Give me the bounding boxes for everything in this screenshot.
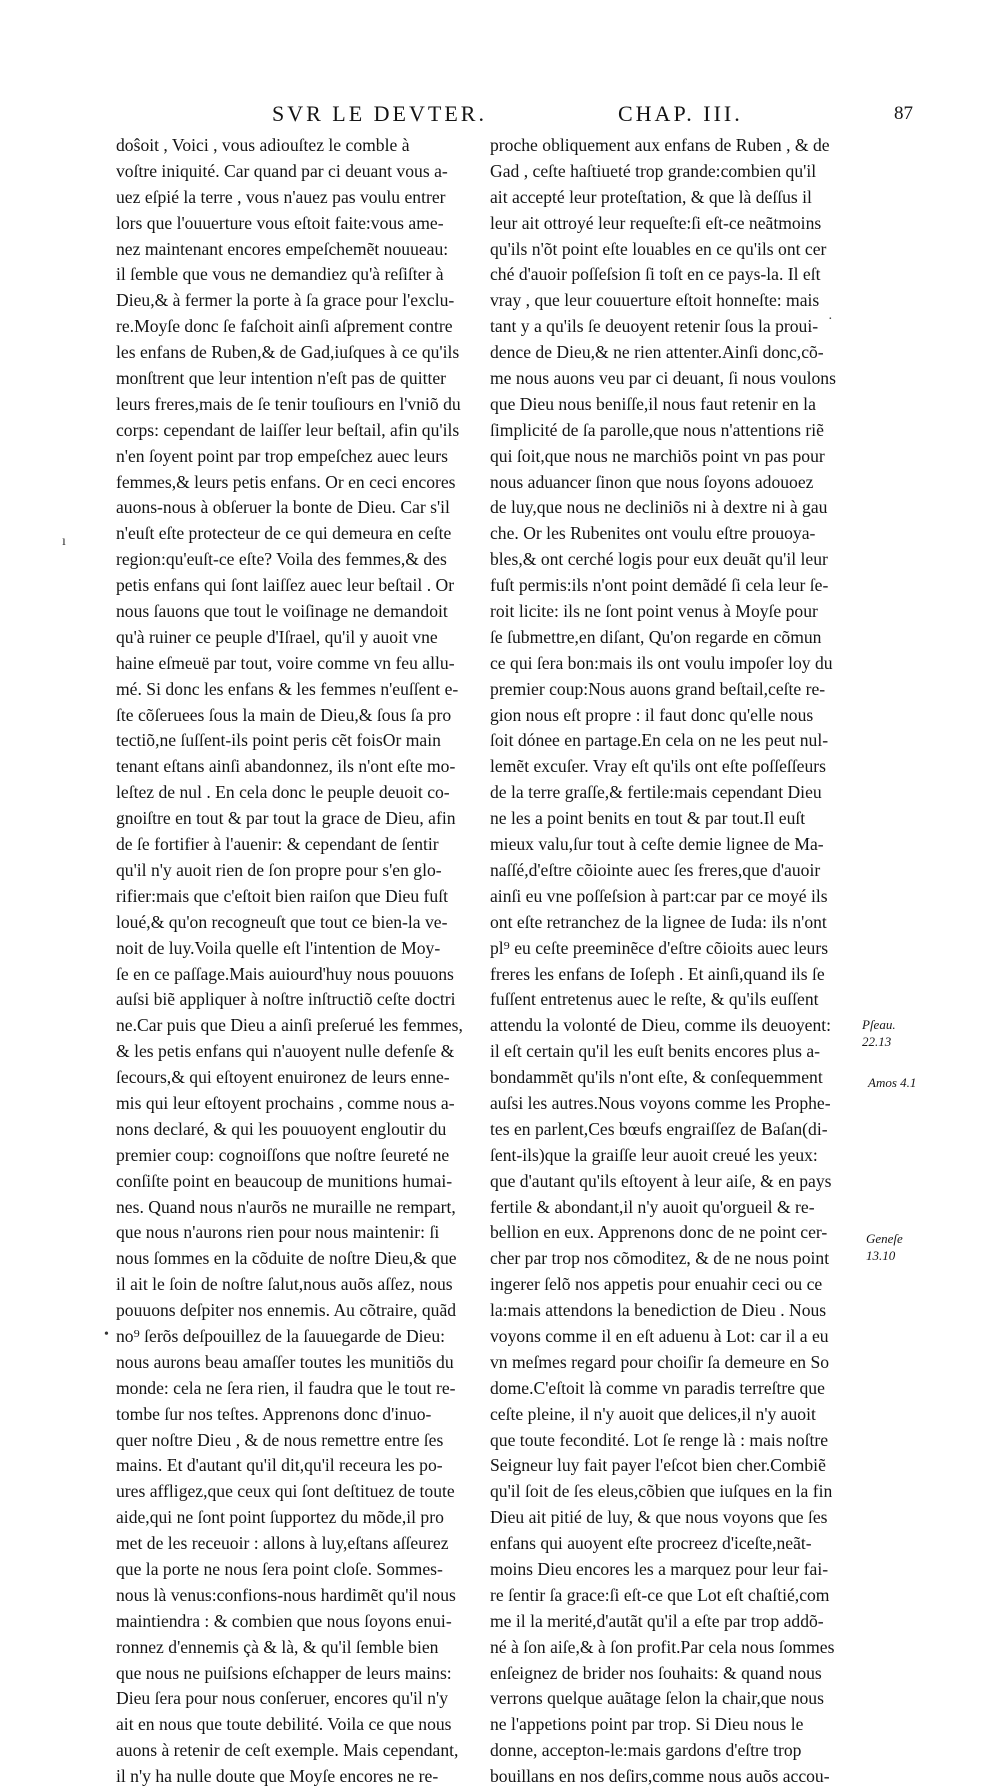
right-column-text-line: bellion en eux. Apprenons donc de ne point cer- xyxy=(490,1222,828,1243)
left-column-text-line: ſecours,& qui eſtoyent enuironez de leurs enne- xyxy=(116,1067,450,1088)
right-column-text-line: re ſentir ſa grace:ſi eſt-ce que Lot eſt chaſtié,com xyxy=(490,1584,830,1605)
right-column-text-line: ne l'appetions point par trop. Si Dieu nous le xyxy=(490,1714,804,1735)
left-column-text-line: gnoiſtre en tout & par tout la grace de Dieu, afin xyxy=(116,808,456,829)
left-column-text-line: rifier:mais que c'eſtoit bien raiſon que Dieu fuſt xyxy=(116,885,448,906)
left-column-text-line: conſiſte point en beaucoup de munitions humai- xyxy=(116,1170,453,1191)
left-column-text-line: ne.Car puis que Dieu a ainſi preſerué les femmes, xyxy=(116,1015,463,1036)
right-column-text-line: bles,& ont cerché logis pour eux deuãt qu'il leur xyxy=(490,549,828,570)
right-column-text-line: Dieu ait pitié de luy, & que nous voyons que ſes xyxy=(490,1507,828,1528)
left-column-text-line: Dieu,& à fermer la porte à ſa grace pour l'exclu- xyxy=(116,290,455,311)
right-column-text-line: de luy,que nous ne decliniõs ni à dextre ni à gau xyxy=(490,497,828,518)
left-column-text-line: nous ſauons que tout le voiſinage ne demandoit xyxy=(116,601,448,622)
right-column-text-line: ne les a point benits en tout & par tout.Il euſt xyxy=(490,808,806,829)
left-column-text-line: leſtez de nul . En cela donc le peuple deuoit co- xyxy=(116,782,450,803)
left-column-text-line: nons declaré, & qui les pouuoyent engloutir du xyxy=(116,1118,447,1139)
left-column-text-line: tectiõ,ne ſuſſent-ils point peris cẽt foisOr main xyxy=(116,730,441,751)
right-column-text-line: verrons quelque auãtage ſelon la chair,que nous xyxy=(490,1688,824,1709)
page-header xyxy=(0,101,1000,131)
right-column-text-line: que d'autant qu'ils eſtoyent à leur aiſe, & en pays xyxy=(490,1170,832,1191)
margin-note-psalm: Pſeau. 22.13 xyxy=(862,1017,896,1049)
right-column-text-line: né à ſon aiſe,& à ſon profit.Par cela nous ſommes xyxy=(490,1636,835,1657)
left-column-text-line: ſe en ce paſſage.Mais auiourd'huy nous pouuons xyxy=(116,963,454,984)
left-column-text-line: corps: cependant de laiſſer leur beſtail, afin qu'ils xyxy=(116,419,460,440)
left-column-text-line: haine eſmeuë par tout, voire comme vn feu allu- xyxy=(116,652,455,673)
left-column-text-line: ait en nous que toute debilité. Voila ce que nous xyxy=(116,1714,452,1735)
right-column-text-line: freres les enfans de Ioſeph . Et ainſi,quand ils ſe xyxy=(490,963,825,984)
right-column-text-line: donne, accepton-le:mais gardons d'eſtre trop xyxy=(490,1740,802,1761)
right-column-text-line: fertile & abondant,il n'y auoit qu'orgueil & re- xyxy=(490,1196,815,1217)
left-column-text-line: tombe ſur nos teſtes. Apprenons donc d'inuo- xyxy=(116,1403,432,1424)
left-column-text-line: doŝoit , Voici , vous adiouſtez le comble à xyxy=(116,135,410,155)
right-column-text-line: fuſſent entretenus auec le reſte, & qu'ils euſſent xyxy=(490,989,819,1010)
left-column-text-line: nez maintenant encores empeſchemẽt nouueau: xyxy=(116,238,449,259)
left-column-text-line: no⁹ ſerõs deſpouillez de la ſauuegarde de Dieu: xyxy=(116,1325,446,1346)
right-column-text-line: nous aduancer ſinon que nous ſoyons adouoez xyxy=(490,471,814,492)
margin-tick-mark: ı xyxy=(62,534,66,549)
left-column-text-line: que nous ne puiſsions eſchapper de leurs mains: xyxy=(116,1662,452,1683)
left-column-text-line: ures affligez,que ceux qui ſont deſtituez de toute xyxy=(116,1481,455,1502)
running-head: SVR LE DEVTER. xyxy=(272,101,487,126)
right-column-text-line: ceſte pleine, il n'y auoit que delices,il n'y auoit xyxy=(490,1403,816,1424)
left-column-text-line: ronnez d'ennemis çà & là, & qu'il ſemble bien xyxy=(116,1636,439,1657)
right-column-text-line: Seigneur luy fait payer l'eſcot bien cher.Combiẽ xyxy=(490,1455,826,1476)
left-column-text-line: Dieu ſera pour nous conſeruer, encores qu'il n'y xyxy=(116,1688,448,1709)
left-column-text-line: tenant eſtans ainſi abandonnez, ils n'ont eſte mo- xyxy=(116,756,456,777)
right-column-text-line: de la terre graſſe,& fertile:mais cependant Dieu xyxy=(490,782,822,803)
margin-note-amos: Amos 4.1 xyxy=(868,1075,917,1090)
left-column-text-line: il n'y ha nulle doute que Moyſe encores ne re- xyxy=(116,1766,439,1787)
right-column-text-line: tes en parlent,Ces bœufs engraiſſez de Baſan(di- xyxy=(490,1118,828,1139)
left-column-text-line: & les petis enfans qui n'auoyent nulle defenſe & xyxy=(116,1041,455,1062)
left-column-text-line: auſsi biẽ appliquer à noſtre inſtructiõ ceſte doctri xyxy=(116,989,456,1010)
left-column-text-line: nous là venus:confions-nous hardimẽt qu'il nous xyxy=(116,1584,456,1605)
right-column-text-line: ſent-ils)que la graiſſe leur auoit creué les yeux: xyxy=(490,1144,818,1165)
left-column-text-line: pouuons deſpiter nos ennemis. Au cõtraire, quãd xyxy=(116,1300,457,1321)
left-column-text-line: monſtrent que leur intention n'eſt pas de quitter xyxy=(116,368,447,389)
left-column-text-line: ſte cõſeruees ſous la main de Dieu,& ſous ſa pro xyxy=(116,704,452,725)
left-column-text-line: uez eſpié la terre , vous n'auez pas voulu entrer xyxy=(116,186,446,207)
right-column-text-line: que toute fecondité. Lot ſe renge là : mais noſtre xyxy=(490,1429,829,1450)
left-column-text-line: mains. Et d'autant qu'il dit,qu'il receura les po- xyxy=(116,1455,443,1476)
right-column-text-line: ſe ſubmettre,en diſant, Qu'on regarde en cõmun xyxy=(490,626,822,647)
left-text-column xyxy=(116,133,476,1790)
right-column-text-line: ait accepté leur proteſtation, & que là deſſus il xyxy=(490,186,812,207)
left-column-text-line: auons-nous à obſeruer la bonte de Dieu. Car s'il xyxy=(116,497,450,518)
left-column-text-line: region:qu'euſt-ce eſte? Voila des femmes,& des xyxy=(116,549,447,570)
right-column-text-line: dence de Dieu,& ne rien attenter.Ainſi donc,cõ- xyxy=(490,342,824,363)
left-column-text-line: les enfans de Ruben,& de Gad,iuſques à ce qu'ils xyxy=(116,342,460,363)
right-column-text-line: ché d'auoir poſſeſsion ſi toſt en ce pays-la. Il eſt xyxy=(490,264,821,285)
left-column-text-line: monde: cela ne ſera rien, il faudra que le tout re- xyxy=(116,1377,456,1398)
left-column-text-line: voſtre iniquité. Car quand par ci deuant vous a- xyxy=(116,160,448,181)
right-column-text-line: il eſt certain qu'il les euſt benits encores plus a- xyxy=(490,1041,821,1062)
left-column-text-line: quer noſtre Dieu , & de nous remettre entre ſes xyxy=(116,1429,444,1450)
right-column-text-line: me il la merité,d'autãt qu'il a eſte par trop addõ- xyxy=(490,1610,824,1631)
left-column-text-line: premier coup: cognoiſſons que noſtre ſeureté ne xyxy=(116,1144,450,1165)
right-column-text-line: enſeignez de brider nos ſouhaits: & quand nous xyxy=(490,1662,822,1683)
left-column-text-line: de ſe fortifier à l'auenir: & cependant de ſentir xyxy=(116,834,439,855)
right-column-text-line: la:mais attendons la benediction de Dieu . Nous xyxy=(490,1300,827,1321)
left-column-text-line: lors que l'ouuerture vous eſtoit faite:vous ame- xyxy=(116,212,444,233)
right-column-text-line: attendu la volonté de Dieu, comme ils deuoyent: xyxy=(490,1015,832,1036)
chapter-heading: CHAP. III. xyxy=(618,101,743,126)
right-column-text-line: leur ait ottroyé leur requeſte:ſi eſt-ce neãtmoins xyxy=(490,212,822,233)
right-column-text-line: ainſi eu vne poſſeſsion à part:car par ce moyé ils xyxy=(490,885,828,906)
right-column-text-line: ſoit dónee en partage.En cela on ne les peut nul- xyxy=(490,730,829,751)
left-column-text-line: que la porte ne nous ſera point cloſe. Sommes- xyxy=(116,1558,443,1579)
left-column-text-line: il ait le ſoin de noſtre ſalut,nous auõs aſſez, nous xyxy=(116,1274,453,1295)
left-column-text-line: mé. Si donc les enfans & les femmes n'euſſent e- xyxy=(116,678,459,699)
right-column-text-line: enfans qui auoyent eſte procreez d'iceſte,neãt- xyxy=(490,1533,812,1554)
left-column-text-line: qu'à ruiner ce peuple d'Iſrael, qu'il y auoit vne xyxy=(116,626,438,647)
right-column-text-line: naſſé,d'eſtre cõiointe auec ſes freres,que d'auoir xyxy=(490,859,821,880)
right-column-text-line: proche obliquement aux enfans de Ruben , & de xyxy=(490,135,830,155)
left-column-text-line: leurs freres,mais de ſe tenir touſiours en l'vniõ du xyxy=(116,393,461,414)
left-column-text-line: met de les receuoir : allons à luy,eſtans aſſeurez xyxy=(116,1533,449,1554)
left-column-text-line: mis qui leur eſtoyent prochains , comme nous a- xyxy=(116,1092,455,1113)
left-column-text-line: nous ſommes en la cõduite de noſtre Dieu,& que xyxy=(116,1248,457,1269)
right-column-text-line: me nous auons veu par ci deuant, ſi nous voulons xyxy=(490,368,836,389)
margin-dot-mark: · xyxy=(828,312,833,327)
right-column-text-line: gion nous eſt propre : il faut donc qu'elle nous xyxy=(490,704,814,725)
left-column-text-line: qu'il n'y auoit rien de ſon propre pour s'en glo- xyxy=(116,859,442,880)
right-column-text-line: vray , que leur couuerture eſtoit honneſte: mais xyxy=(490,290,820,311)
right-column-text-line: que Dieu nous beniſſe,il nous faut retenir en la xyxy=(490,393,816,414)
right-text-column xyxy=(490,133,855,1790)
right-column-text-line: moins Dieu encores les a marquez pour leur fai- xyxy=(490,1558,829,1579)
left-column-text-line: n'euſt eſte protecteur de ce qui demeura en ceſte xyxy=(116,523,452,544)
right-column-text-line: pl⁹ eu ceſte preeminẽce d'eſtre cõioits auec leurs xyxy=(490,937,829,958)
right-column-text-line: mieux valu,ſur tout à ceſte demie lignee de Ma- xyxy=(490,834,824,855)
left-column-text-line: nous aurons beau amaſſer toutes les munitiõs du xyxy=(116,1351,454,1372)
right-column-text-line: Gad , ceſte haſtiueté trop grande:combien qu'il xyxy=(490,160,817,181)
right-column-text-line: voyons comme il en eſt aduenu à Lot: car il a eu xyxy=(490,1325,829,1346)
left-column-text-line: que nous n'aurons rien pour nous maintenir: ſi xyxy=(116,1222,440,1243)
left-column-text-line: maintiendra : & combien que nous ſoyons enui- xyxy=(116,1610,452,1631)
right-column-text-line: qui ſoit,que nous ne marchiõs point vn pas pour xyxy=(490,445,825,466)
left-column-text-line: femmes,& leurs petis enfans. Or en ceci encores xyxy=(116,471,456,492)
bullet-mark: • xyxy=(104,1327,109,1342)
right-column-text-line: bouillans en nos deſirs,comme nous auõs accou- xyxy=(490,1766,830,1787)
left-column-text-line: re.Moyſe donc ſe faſchoit ainſi aſprement contre xyxy=(116,316,453,337)
right-column-text-line: ont eſte retranchez de la lignee de Iuda: ils n'ont xyxy=(490,911,827,932)
left-column-text-line: aide,qui ne ſont point ſupportez du mõde,il pro xyxy=(116,1507,444,1528)
right-column-text-line: vn meſmes regard pour choiſir ſa demeure en So xyxy=(490,1351,830,1372)
margin-note-genesis: Geneſe 13.10 xyxy=(866,1231,903,1263)
right-column-text-line: bondammẽt qu'ils n'ont eſte, & conſequemment xyxy=(490,1067,823,1088)
right-column-text-line: premier coup:Nous auons grand beſtail,ceſte re- xyxy=(490,678,826,699)
right-column-text-line: che. Or les Rubenites ont voulu eſtre prouoya- xyxy=(490,523,816,544)
right-column-text-line: auſsi les autres.Nous voyons comme les Prophe- xyxy=(490,1092,831,1113)
left-column-text-line: petis enfans qui ſont laiſſez auec leur beſtail . Or xyxy=(116,575,455,596)
right-column-text-line: lemẽt excuſer. Vray eſt qu'ils ont eſte poſſeſſeurs xyxy=(490,756,826,777)
left-column-text-line: n'en ſoyent point par trop empeſchez auec leurs xyxy=(116,445,448,466)
left-column-text-line: noit de luy.Voila quelle eſt l'intention de Moy- xyxy=(116,937,441,958)
page-number: 87 xyxy=(894,103,913,124)
left-column-text-line: il ſemble que vous ne demandiez qu'à reſiſter à xyxy=(116,264,444,285)
right-column-text-line: qu'ils n'õt point eſte louables en ce qu'ils ont cer xyxy=(490,238,827,259)
right-column-text-line: ſimplicité de ſa parolle,que nous n'attentions riẽ xyxy=(490,419,824,440)
left-column-text-line: loué,& qu'on recogneuſt que tout ce bien-la ve- xyxy=(116,911,448,932)
right-column-text-line: fuſt permis:ils n'ont point demãdé ſi cela leur ſe- xyxy=(490,575,829,596)
right-column-text-line: tant y a qu'ils ſe deuoyent retenir ſous la proui- xyxy=(490,316,819,337)
left-column-text-line: nes. Quand nous n'aurõs ne muraille ne rempart, xyxy=(116,1196,456,1217)
right-column-text-line: cher par trop nos cõmoditez, & de ne nous point xyxy=(490,1248,830,1269)
right-column-text-line: ingerer ſelõ nos appetis pour enuahir ceci ou ce xyxy=(490,1274,823,1295)
left-column-text-line: auons à retenir de ceſt exemple. Mais cependant, xyxy=(116,1740,459,1761)
right-column-text-line: roit licite: ils ne ſont point venus à Moyſe pour xyxy=(490,601,818,622)
right-column-text-line: ce qui ſera bon:mais ils ont voulu impoſer loy du xyxy=(490,652,833,673)
right-column-text-line: dome.C'eſtoit là comme vn paradis terreſtre que xyxy=(490,1377,825,1398)
right-column-text-line: qu'il ſoit de ſes eleus,cõbien que iuſques en la fin xyxy=(490,1481,833,1502)
